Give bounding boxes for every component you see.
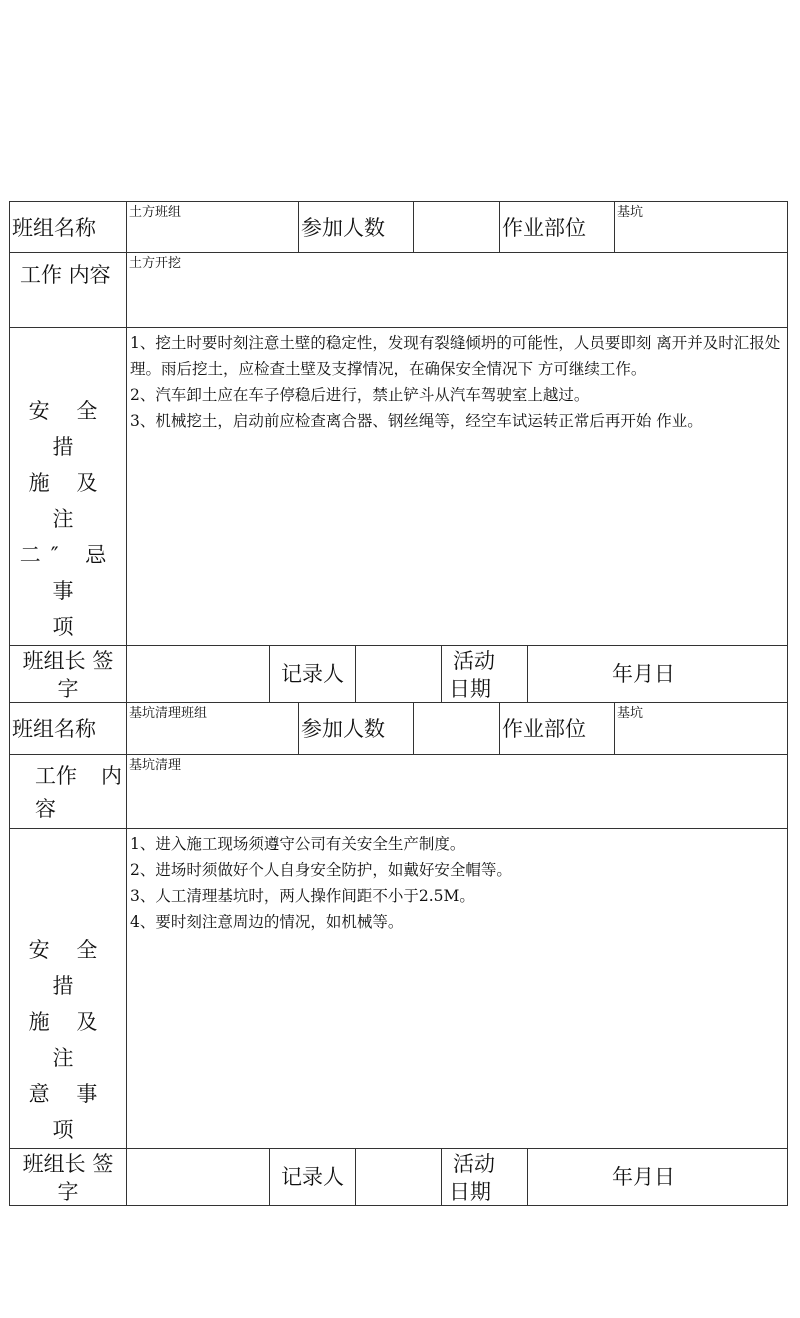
location-value-cell xyxy=(615,202,787,252)
leader-sign-value-cell xyxy=(127,1149,270,1205)
work-content-row xyxy=(9,755,788,829)
participants-label: 参加人数 xyxy=(301,717,385,741)
location-value: 基坑 xyxy=(617,706,644,721)
activity-date-label xyxy=(445,647,495,702)
location-value-cell xyxy=(615,703,787,754)
activity-date-label xyxy=(445,1150,495,1205)
participants-value-cell xyxy=(414,703,500,754)
date-value-cell xyxy=(528,1149,787,1205)
measure-item: 1、挖土时要时刻注意土壁的稳定性，发现有裂缝倾坍的可能性，人员要即刻 离开并及时汇报处理。雨后挖土，应检查土壁及支撑情况，在确保安全情况下 方可继续工作。 xyxy=(130,334,781,378)
work-content-value: 土方开挖 xyxy=(129,256,182,271)
safety-label xyxy=(10,932,126,1148)
activity-date-label-line: 活动 xyxy=(453,1152,495,1176)
leader-sign-value-cell xyxy=(127,646,270,702)
leader-sign-label-line: 班组长 签 xyxy=(22,1152,114,1176)
section-2 xyxy=(9,703,788,1206)
safety-label-line: 安 全 措 xyxy=(28,938,108,998)
safety-label-line: 二″ 忌 事 xyxy=(19,543,117,603)
team-name-value: 基坑清理班组 xyxy=(129,706,208,721)
measure-item: 4、要时刻注意周边的情况，如机械等。 xyxy=(130,913,404,931)
safety-label-line: 施 及 注 xyxy=(28,1010,108,1070)
safety-measures-list xyxy=(127,328,787,434)
location-label: 作业部位 xyxy=(502,717,586,741)
safety-measures-cell xyxy=(127,328,787,645)
team-name-label-cell xyxy=(10,202,127,252)
leader-sign-label-cell xyxy=(10,1149,127,1205)
safety-measures-row xyxy=(9,328,788,646)
measure-item: 2、汽车卸土应在车子停稳后进行，禁止铲斗从汽车驾驶室上越过。 xyxy=(130,386,590,404)
participants-label: 参加人数 xyxy=(301,216,385,240)
leader-sign-label xyxy=(10,647,126,702)
activity-date-label-line: 活动 xyxy=(453,649,495,673)
activity-date-label-cell xyxy=(442,646,528,702)
location-label: 作业部位 xyxy=(502,216,586,240)
section-1 xyxy=(9,201,788,703)
activity-date-label-line: 日期 xyxy=(449,1180,491,1204)
team-name-value-cell xyxy=(127,202,299,252)
safety-measures-cell xyxy=(127,829,787,1148)
activity-date-label-cell xyxy=(442,1149,528,1205)
participants-label-cell xyxy=(299,703,414,754)
measure-item: 2、进场时须做好个人自身安全防护，如戴好安全帽等。 xyxy=(130,861,512,879)
safety-label-line: 安 全 措 xyxy=(28,399,108,459)
work-content-value: 基坑清理 xyxy=(129,758,182,773)
leader-sign-label-cell xyxy=(10,646,127,702)
work-content-label-cell xyxy=(10,253,127,327)
leader-sign-label-line: 字 xyxy=(57,677,79,701)
recorder-label: 记录人 xyxy=(281,662,344,686)
safety-label xyxy=(10,393,126,645)
work-content-label-part: 工作 xyxy=(35,764,77,788)
measure-item: 1、进入施工现场须遵守公司有关安全生产制度。 xyxy=(130,835,466,853)
recorder-value-cell xyxy=(356,1149,442,1205)
recorder-label: 记录人 xyxy=(281,1165,344,1189)
participants-label-cell xyxy=(299,202,414,252)
work-content-value-cell xyxy=(127,253,787,327)
signature-row xyxy=(9,646,788,703)
team-name-label: 班组名称 xyxy=(12,216,96,240)
recorder-label-cell xyxy=(270,1149,356,1205)
work-content-label-cell xyxy=(10,755,127,828)
signature-row xyxy=(9,1149,788,1206)
recorder-value-cell xyxy=(356,646,442,702)
location-label-cell xyxy=(500,202,615,252)
date-value-cell xyxy=(528,646,787,702)
safety-label-line: 施 及 注 xyxy=(28,471,108,531)
safety-label-cell xyxy=(10,829,127,1148)
work-content-row xyxy=(9,253,788,328)
leader-sign-label-line: 班组长 签 xyxy=(22,649,114,673)
safety-label-line: 项 xyxy=(52,615,84,639)
safety-label-line: 意 事 项 xyxy=(28,1082,108,1142)
participants-value-cell xyxy=(414,202,500,252)
leader-sign-label-line: 字 xyxy=(57,1180,79,1204)
date-value: 年月日 xyxy=(612,1165,675,1189)
recorder-label-cell xyxy=(270,646,356,702)
location-label-cell xyxy=(500,703,615,754)
measure-item: 3、人工清理基坑时，两人操作间距不小于2.5M。 xyxy=(130,887,475,905)
safety-briefing-form xyxy=(9,201,788,1206)
safety-measures-list xyxy=(127,829,787,935)
work-content-label-part: 容 xyxy=(35,797,56,821)
info-row xyxy=(9,201,788,253)
date-value: 年月日 xyxy=(612,662,675,686)
measure-item: 3、机械挖土，启动前应检查离合器、钢丝绳等，经空车试运转正常后再开始 作业。 xyxy=(130,412,703,430)
work-content-label-part: 内 xyxy=(101,764,122,788)
work-content-label: 工作 内容 xyxy=(20,263,111,287)
location-value: 基坑 xyxy=(617,205,644,220)
team-name-label: 班组名称 xyxy=(12,717,96,741)
team-name-value: 土方班组 xyxy=(129,205,182,220)
activity-date-label-line: 日期 xyxy=(449,677,491,701)
work-content-label xyxy=(10,760,126,826)
info-row xyxy=(9,703,788,755)
leader-sign-label xyxy=(10,1150,126,1205)
safety-label-cell xyxy=(10,328,127,645)
team-name-label-cell xyxy=(10,703,127,754)
safety-measures-row xyxy=(9,829,788,1149)
team-name-value-cell xyxy=(127,703,299,754)
work-content-value-cell xyxy=(127,755,787,828)
